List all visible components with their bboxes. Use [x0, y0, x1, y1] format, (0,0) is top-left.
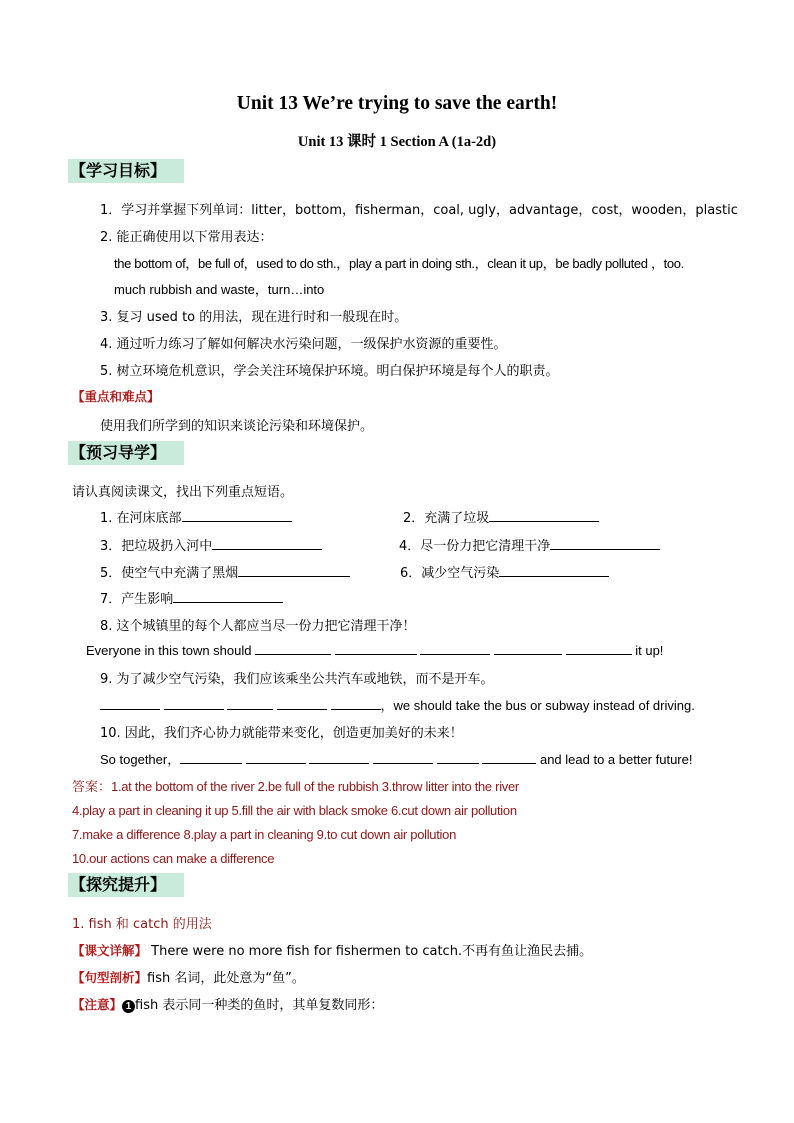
question-8-en-start: Everyone in this town should [86, 643, 252, 658]
page-subtitle: Unit 13 课时 1 Section A (1a-2d) [297, 134, 497, 150]
q10-blank-4[interactable] [373, 751, 433, 764]
q9-blank-1[interactable] [100, 697, 160, 710]
phrase-7-label: 7．产生影响 [100, 592, 174, 607]
question-8-en-end: it up! [635, 643, 664, 658]
q9-blank-4[interactable] [277, 697, 327, 710]
explore-item-1: 1. fish 和 catch 的用法 [72, 917, 212, 932]
question-10-en-end: and lead to a better future! [539, 752, 693, 767]
phrase-6-blank[interactable] [499, 564, 609, 577]
q10-blank-1[interactable] [180, 751, 242, 764]
q10-blank-5[interactable] [437, 751, 479, 764]
answers-line-2: 4.play a part in cleaning it up 5.fill the air with black smoke 6.cut down air pollution [72, 803, 517, 818]
answers-line-1 [72, 776, 519, 795]
text-detail-content: There were no more fish for fishermen to catch.不再有鱼让渔民去捕。 [147, 944, 593, 959]
sentence-analysis-content: fish 名词，此处意为“鱼”。 [147, 971, 305, 986]
goal-item-2: 2. 能正确使用以下常用表达： [100, 230, 273, 245]
phrase-1 [100, 507, 292, 526]
question-9-en-end: ，we should take the bus or subway instead of driving. [380, 698, 695, 713]
question-10-cn: 10. 因此，我们齐心协力就能带来变化，创造更加美好的未来！ [100, 726, 463, 741]
phrase-5 [100, 562, 350, 581]
q10-blank-6[interactable] [482, 751, 536, 764]
q9-blank-2[interactable] [164, 697, 224, 710]
phrase-2-blank[interactable] [489, 509, 599, 522]
goal-item-3: 3. 复习 used to 的用法，现在进行时和一般现在时。 [100, 310, 408, 325]
goal-item-1: 1．学习并掌握下列单词：litter，bottom，fisherman，coal, ugly，advantage，cost，wooden，plastic [100, 203, 738, 218]
section-heading-preview: 【预习导学】 [68, 441, 184, 465]
key-points-text: 使用我们所学到的知识来谈论污染和环境保护。 [100, 419, 374, 434]
q8-blank-5[interactable] [566, 642, 632, 655]
phrase-3 [100, 535, 322, 554]
key-points-heading: 【重点和难点】 [72, 389, 160, 404]
phrase-7-blank[interactable] [173, 590, 283, 603]
question-10-en [100, 749, 692, 768]
answers-line-3: 7.make a difference 8.play a part in cleaning 9.to cut down air pollution [72, 827, 457, 842]
phrase-1-label: 1. 在河床底部 [100, 511, 182, 526]
q8-blank-2[interactable] [335, 642, 417, 655]
explore-note [72, 994, 383, 1013]
phrase-4-label: 4．尽一份力把它清理干净 [399, 539, 551, 554]
question-8-en [86, 642, 663, 658]
q9-blank-3[interactable] [227, 697, 273, 710]
phrase-4-blank[interactable] [550, 537, 660, 550]
sentence-analysis-label: 【句型剖析】 [72, 970, 148, 985]
phrase-6 [400, 562, 609, 581]
preview-instruction: 请认真阅读课文，找出下列重点短语。 [72, 485, 294, 500]
q10-blank-3[interactable] [309, 751, 369, 764]
q10-blank-2[interactable] [246, 751, 306, 764]
answers-label: 答案： [72, 780, 112, 795]
phrase-3-blank[interactable] [212, 537, 322, 550]
question-9-cn: 9. 为了减少空气污染，我们应该乘坐公共汽车或地铁，而不是开车。 [100, 672, 494, 687]
phrase-2 [403, 507, 599, 526]
page-title: Unit 13 We’re trying to save the earth! [236, 93, 558, 114]
question-10-en-start: So together， [100, 752, 181, 767]
explore-sentence-analysis [72, 967, 305, 986]
phrase-1-blank[interactable] [182, 509, 292, 522]
goal-item-5: 5. 树立环境危机意识，学会关注环境保护环境。明白保护环境是每个人的职责。 [100, 364, 559, 379]
section-heading-goals: 【学习目标】 [68, 159, 184, 183]
phrase-7 [100, 588, 283, 607]
phrase-3-label: 3．把垃圾扔入河中 [100, 539, 213, 554]
phrase-2-label: 2．充满了垃圾 [403, 511, 490, 526]
section-heading-explore: 【探究提升】 [68, 873, 184, 897]
circled-number-icon: 1 [122, 1000, 135, 1013]
note-content: fish 表示同一种类的鱼时，其单复数同形： [135, 998, 384, 1013]
q8-blank-4[interactable] [494, 642, 562, 655]
phrase-6-label: 6．减少空气污染 [400, 566, 500, 581]
goal-item-2-expressions-cont: much rubbish and waste，turn…into [114, 282, 325, 297]
answers-line-4: 10.our actions can make a difference [72, 851, 275, 866]
goal-item-4: 4. 通过听力练习了解如何解决水污染问题，一级保护水资源的重要性。 [100, 337, 507, 352]
phrase-4 [399, 535, 660, 554]
text-detail-label: 【课文详解】 [72, 943, 148, 958]
q9-blank-5[interactable] [331, 697, 381, 710]
answers-text-1: 1.at the bottom of the river 2.be full of the rubbish 3.throw litter into the river [111, 779, 519, 794]
question-9-en [100, 695, 695, 714]
goal-item-2-expressions: the bottom of，be full of，used to do sth.，play a part in doing sth.，clean it up，be badly polluted ，too. [114, 256, 684, 271]
phrase-5-label: 5．使空气中充满了黑烟 [100, 566, 239, 581]
explore-text-detail [72, 940, 592, 959]
note-label: 【注意】 [72, 997, 123, 1012]
q8-blank-3[interactable] [420, 642, 490, 655]
phrase-5-blank[interactable] [238, 564, 350, 577]
question-8-cn: 8. 这个城镇里的每个人都应当尽一份力把它清理干净！ [100, 619, 416, 634]
q8-blank-1[interactable] [255, 642, 331, 655]
